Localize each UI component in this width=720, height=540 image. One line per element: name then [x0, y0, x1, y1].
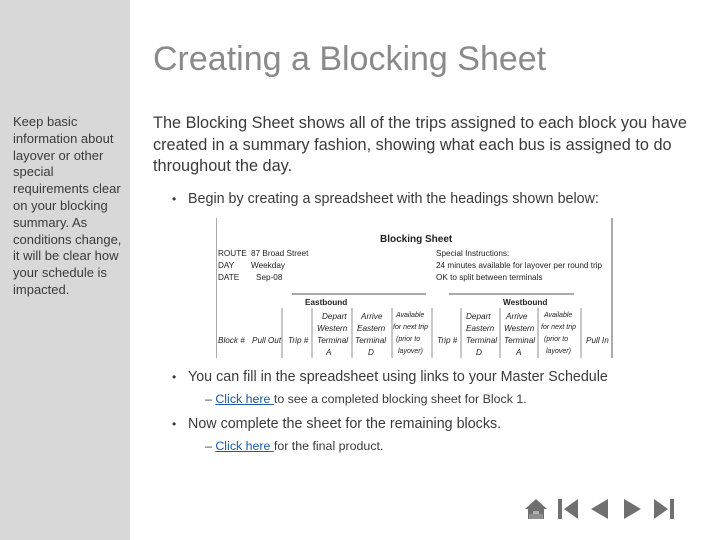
slide-title: Creating a Blocking Sheet: [153, 40, 547, 78]
sheet-e-available: Available: [396, 312, 425, 319]
bullet-dot: •: [172, 417, 177, 431]
click-here-block1-link[interactable]: Click here: [215, 392, 274, 406]
next-icon: [620, 497, 644, 521]
sheet-w-depart: Depart: [466, 312, 491, 321]
sheet-w-eastern: Eastern: [466, 324, 495, 333]
sheet-pull-out: Pull Out: [252, 336, 282, 345]
sheet-e-d: D: [368, 348, 374, 357]
bullet-dot: •: [172, 192, 177, 206]
sheet-w-d: D: [476, 348, 482, 357]
bullet-create-spreadsheet: [172, 191, 599, 207]
sheet-e-western: Western: [317, 324, 348, 333]
sheet-w-available: Available: [544, 312, 573, 319]
sheet-w-terminal2: Terminal: [504, 336, 536, 345]
bullet-text: Now complete the sheet for the remaining blocks.: [188, 416, 502, 432]
sheet-special-title: Special Instructions:: [436, 249, 510, 258]
sheet-trip-e: Trip #: [288, 336, 309, 345]
sheet-w-arrive: Arrive: [506, 312, 528, 321]
sheet-e-prior: (prior to: [396, 336, 421, 343]
sheet-pull-in: Pull In: [586, 336, 609, 345]
previous-icon: [588, 497, 612, 521]
sub-dash: –: [205, 392, 212, 406]
sheet-e-eastern: Eastern: [357, 324, 386, 333]
sheet-block: Block #: [218, 336, 245, 345]
sheet-e-layover: layover): [398, 348, 423, 355]
slide-navigation: [524, 497, 676, 521]
sidebar-note: Keep basic information about layover or other special requirements clear on your blocking summary. As conditions change, it will be clear how your schedule is impacted.: [13, 114, 122, 297]
sheet-title: Blocking Sheet: [380, 234, 453, 245]
sub-bullet-final: [205, 439, 383, 453]
bullet-text: You can fill in the spreadsheet using links to your Master Schedule: [188, 369, 608, 385]
sheet-date-label: DATE: [218, 273, 240, 282]
sheet-borders: [216, 218, 613, 358]
sheet-date-value: Sep-08: [256, 273, 283, 282]
bullet-dot: •: [172, 370, 177, 384]
first-icon: [556, 497, 580, 521]
bullet-fill-spreadsheet: [172, 369, 608, 385]
sheet-trip-w: Trip #: [437, 336, 458, 345]
sheet-special-line2: OK to split between terminals: [436, 273, 543, 282]
home-icon: [524, 497, 548, 521]
sheet-e-a: A: [326, 348, 332, 357]
sheet-e-terminal2: Terminal: [355, 336, 387, 345]
sheet-w-terminal: Terminal: [466, 336, 498, 345]
sub-bullet-block1: [205, 392, 527, 406]
last-slide-button[interactable]: [652, 497, 676, 521]
bullet-text: Begin by creating a spreadsheet with the headings shown below:: [188, 191, 599, 207]
blocking-sheet-image: [216, 218, 613, 358]
sheet-day-value: Weekday: [251, 261, 285, 270]
sheet-e-for-next-trip: for next trip: [393, 324, 429, 331]
click-here-final-link[interactable]: Click here: [215, 439, 274, 453]
sheet-route-value: 87 Broad Street: [251, 249, 309, 258]
sheet-e-arrive: Arrive: [361, 312, 383, 321]
sheet-e-depart: Depart: [322, 312, 347, 321]
first-slide-button[interactable]: [556, 497, 580, 521]
sheet-e-terminal: Terminal: [317, 336, 349, 345]
sheet-w-prior: (prior to: [544, 336, 569, 343]
sheet-w-for-next-trip: for next trip: [541, 324, 577, 331]
sheet-special-line1: 24 minutes available for layover per round trip: [436, 261, 603, 270]
sheet-w-western: Western: [504, 324, 535, 333]
last-icon: [652, 497, 676, 521]
sheet-route-label: ROUTE: [218, 249, 247, 258]
bullet-complete-sheet: [172, 416, 501, 432]
sub-dash: –: [205, 439, 212, 453]
intro-paragraph: The Blocking Sheet shows all of the trips assigned to each block you have created in a summary fashion, showing what each bus is assigned to do throughout the day.: [153, 114, 687, 175]
sub-text: for the final product.: [273, 439, 384, 453]
sub-text: to see a completed blocking sheet for Block 1.: [273, 392, 527, 406]
sheet-w-a: A: [516, 348, 522, 357]
sheet-day-label: DAY: [218, 261, 235, 270]
sheet-eastbound: Eastbound: [305, 298, 348, 307]
previous-slide-button[interactable]: [588, 497, 612, 521]
sheet-w-layover: layover): [546, 348, 571, 355]
sidebar: [0, 0, 130, 540]
sheet-westbound: Westbound: [503, 298, 548, 307]
next-slide-button[interactable]: [620, 497, 644, 521]
home-button[interactable]: [524, 497, 548, 521]
